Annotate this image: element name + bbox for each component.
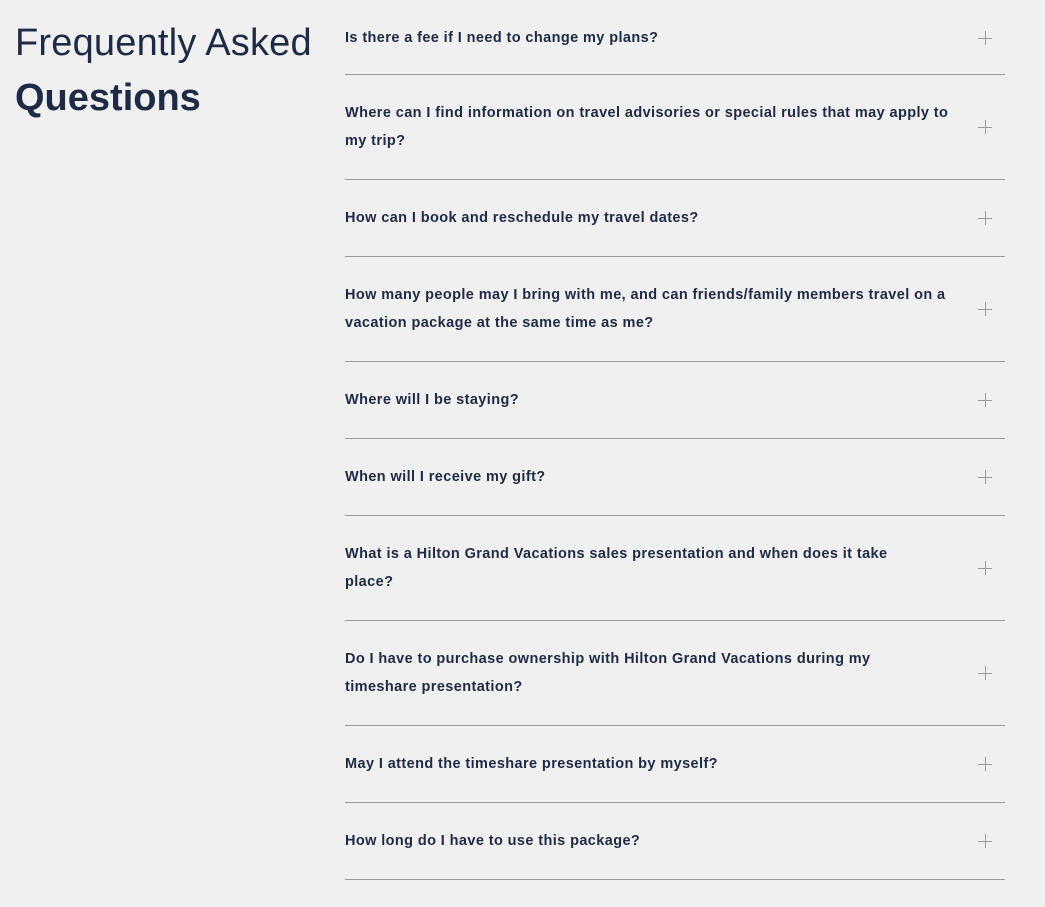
- faq-item-sales-presentation[interactable]: [345, 516, 1005, 621]
- faq-item-change-plans-fee[interactable]: [345, 0, 1005, 75]
- page-title: [15, 20, 335, 130]
- page-title-line-2: Questions: [15, 77, 201, 119]
- plus-icon[interactable]: [978, 561, 992, 575]
- faq-item-where-staying[interactable]: [345, 362, 1005, 439]
- faq-question: Where will I be staying?: [345, 392, 519, 408]
- plus-icon[interactable]: [978, 302, 992, 316]
- faq-question: How long do I have to use this package?: [345, 833, 641, 849]
- plus-icon[interactable]: [978, 393, 992, 407]
- page-title-line-1: Frequently Asked: [15, 22, 312, 64]
- plus-icon[interactable]: [978, 31, 992, 45]
- plus-icon[interactable]: [978, 757, 992, 771]
- faq-question: How can I book and reschedule my travel dates?: [345, 210, 699, 226]
- plus-icon[interactable]: [978, 834, 992, 848]
- faq-question: What is a Hilton Grand Vacations sales presentation and when does it take place?: [345, 546, 888, 590]
- plus-icon[interactable]: [978, 470, 992, 484]
- faq-question: Do I have to purchase ownership with Hilton Grand Vacations during my timeshare presentation?: [345, 651, 871, 695]
- faq-question: When will I receive my gift?: [345, 469, 546, 485]
- faq-item-receive-gift[interactable]: [345, 439, 1005, 516]
- plus-icon[interactable]: [978, 211, 992, 225]
- faq-item-attend-alone[interactable]: [345, 726, 1005, 803]
- faq-question: How many people may I bring with me, and can friends/family members travel on a vacation package at the same time as me?: [345, 287, 946, 331]
- faq-list: [345, 0, 1005, 880]
- plus-icon[interactable]: [978, 666, 992, 680]
- plus-icon[interactable]: [978, 120, 992, 134]
- faq-item-travel-advisories[interactable]: [345, 75, 1005, 180]
- faq-item-purchase-ownership[interactable]: [345, 621, 1005, 726]
- faq-question: Where can I find information on travel advisories or special rules that may apply to my trip?: [345, 105, 949, 149]
- faq-item-number-of-guests[interactable]: [345, 257, 1005, 362]
- faq-item-book-reschedule[interactable]: [345, 180, 1005, 257]
- faq-item-package-duration[interactable]: [345, 803, 1005, 880]
- faq-question: May I attend the timeshare presentation by myself?: [345, 756, 718, 772]
- faq-question: Is there a fee if I need to change my plans?: [345, 30, 659, 46]
